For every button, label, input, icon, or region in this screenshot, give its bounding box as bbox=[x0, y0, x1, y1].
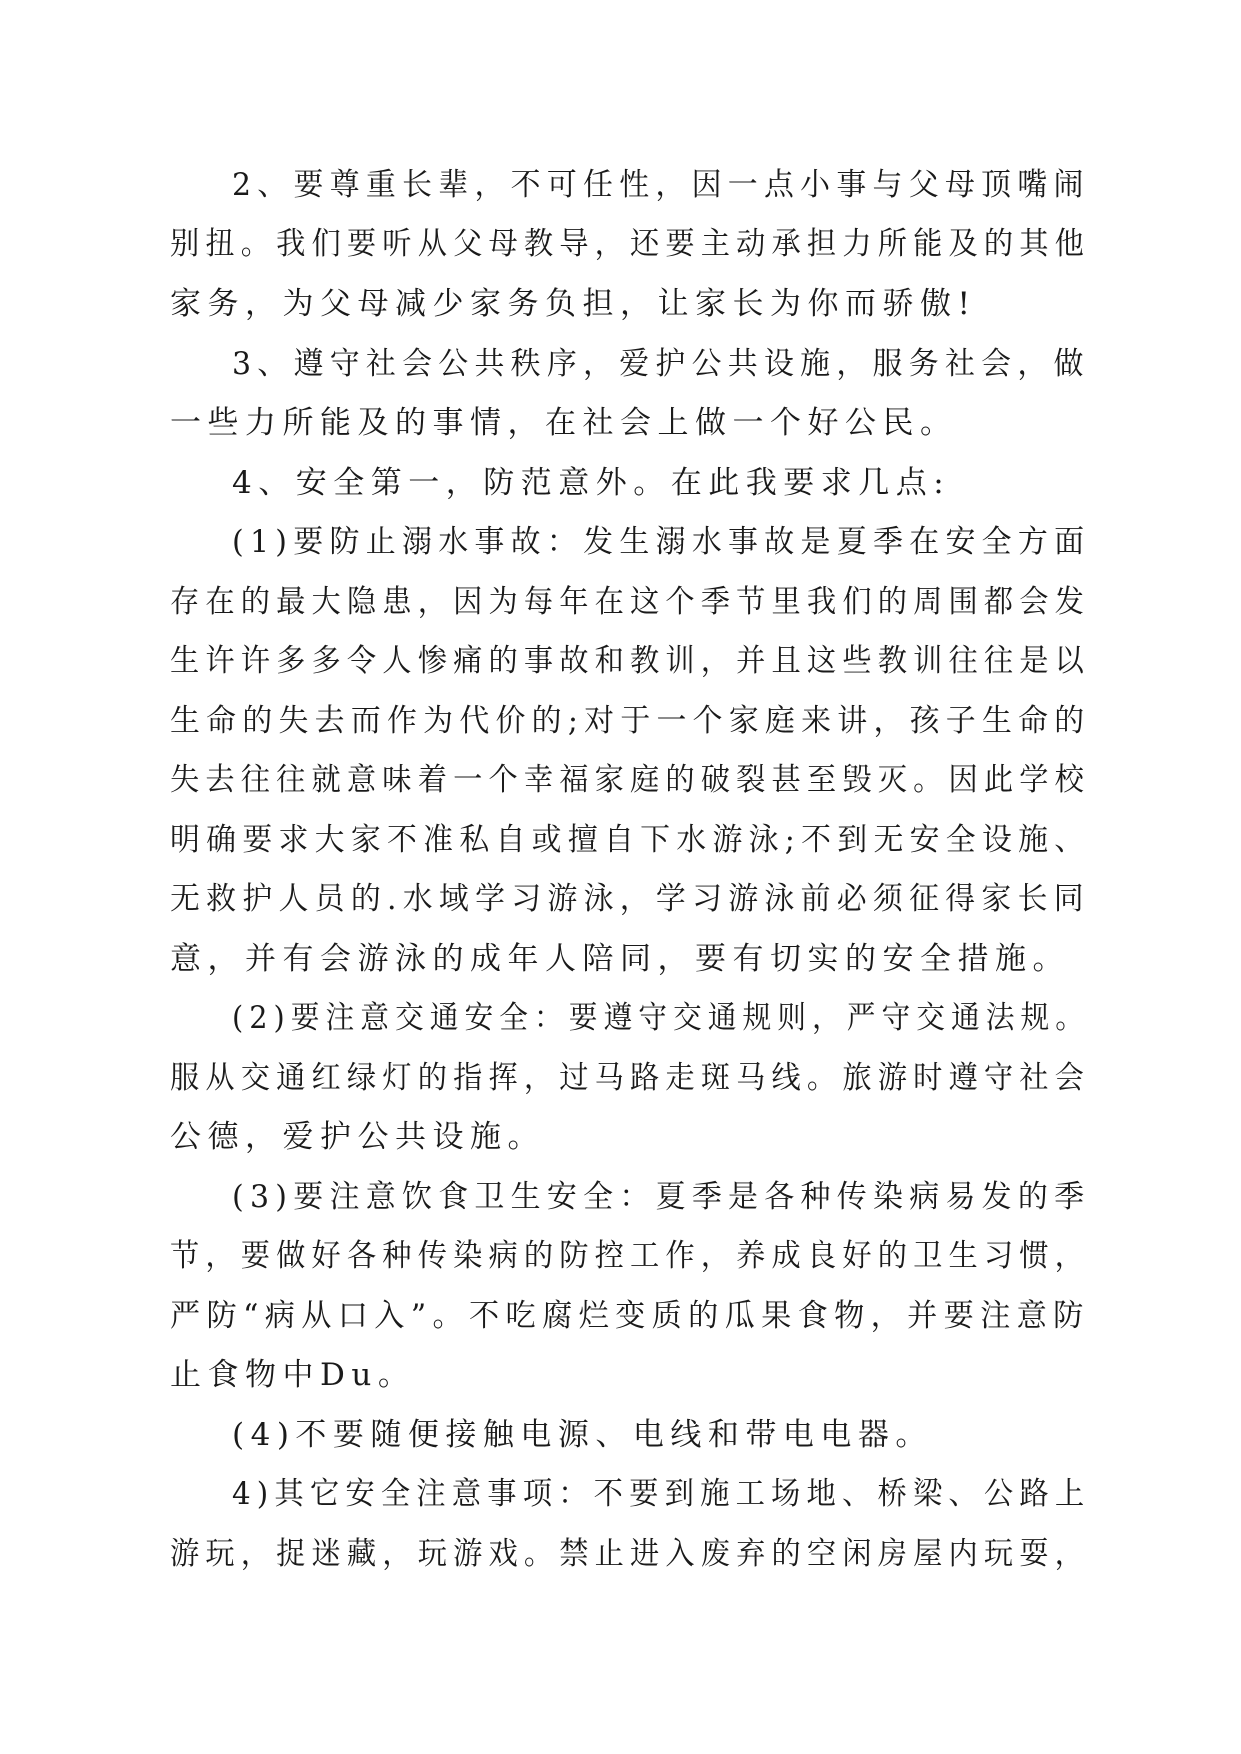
text-line: 公德，爱护公共设施。 bbox=[170, 1119, 545, 1155]
text-line: 无救护人员的.水域学习游泳，学习游泳前必须征得家长同 bbox=[170, 881, 1090, 917]
text-line: 止食物中Du。 bbox=[170, 1357, 416, 1393]
text-line: 3、遵守社会公共秩序，爱护公共设施，服务社会，做 bbox=[232, 346, 1090, 382]
text-line: 一些力所能及的事情，在社会上做一个好公民。 bbox=[170, 405, 958, 441]
text-line: (2)要注意交通安全：要遵守交通规则，严守交通法规。 bbox=[232, 1000, 1090, 1036]
text-line: 服从交通红绿灯的指挥，过马路走斑马线。旅游时遵守社会 bbox=[170, 1060, 1091, 1096]
text-line: 生许许多多令人惨痛的事故和教训，并且这些教训往往是以 bbox=[170, 643, 1091, 679]
text-line: 意，并有会游泳的成年人陪同，要有切实的安全措施。 bbox=[170, 941, 1070, 977]
text-line: 家务，为父母减少家务负担，让家长为你而骄傲! bbox=[170, 286, 977, 322]
text-line: 游玩，捉迷藏，玩游戏。禁止进入废弃的空闲房屋内玩耍， bbox=[170, 1536, 1091, 1572]
text-line: 节，要做好各种传染病的防控工作，养成良好的卫生习惯， bbox=[170, 1238, 1091, 1274]
text-line: (1)要防止溺水事故：发生溺水事故是夏季在安全方面 bbox=[232, 524, 1091, 560]
text-line: 生命的失去而作为代价的;对于一个家庭来讲，孩子生命的 bbox=[170, 703, 1091, 739]
text-line: (4)不要随便接触电源、电线和带电电器。 bbox=[232, 1417, 933, 1453]
text-line: 4、安全第一，防范意外。在此我要求几点: bbox=[232, 465, 951, 501]
text-line: 明确要求大家不准私自或擅自下水游泳;不到无安全设施、 bbox=[170, 822, 1091, 858]
text-line: 2、要尊重长辈，不可任性，因一点小事与父母顶嘴闹 bbox=[232, 167, 1090, 203]
text-line: 严防“病从口入”。不吃腐烂变质的瓜果食物，并要注意防 bbox=[170, 1298, 1090, 1334]
text-line: (3)要注意饮食卫生安全：夏季是各种传染病易发的季 bbox=[232, 1179, 1091, 1215]
text-line: 别扭。我们要听从父母教导，还要主动承担力所能及的其他 bbox=[170, 226, 1091, 262]
text-line: 存在的最大隐患，因为每年在这个季节里我们的周围都会发 bbox=[170, 584, 1091, 620]
text-line: 失去往往就意味着一个幸福家庭的破裂甚至毁灭。因此学校 bbox=[170, 762, 1091, 798]
text-line: 4)其它安全注意事项：不要到施工场地、桥梁、公路上 bbox=[232, 1476, 1091, 1512]
